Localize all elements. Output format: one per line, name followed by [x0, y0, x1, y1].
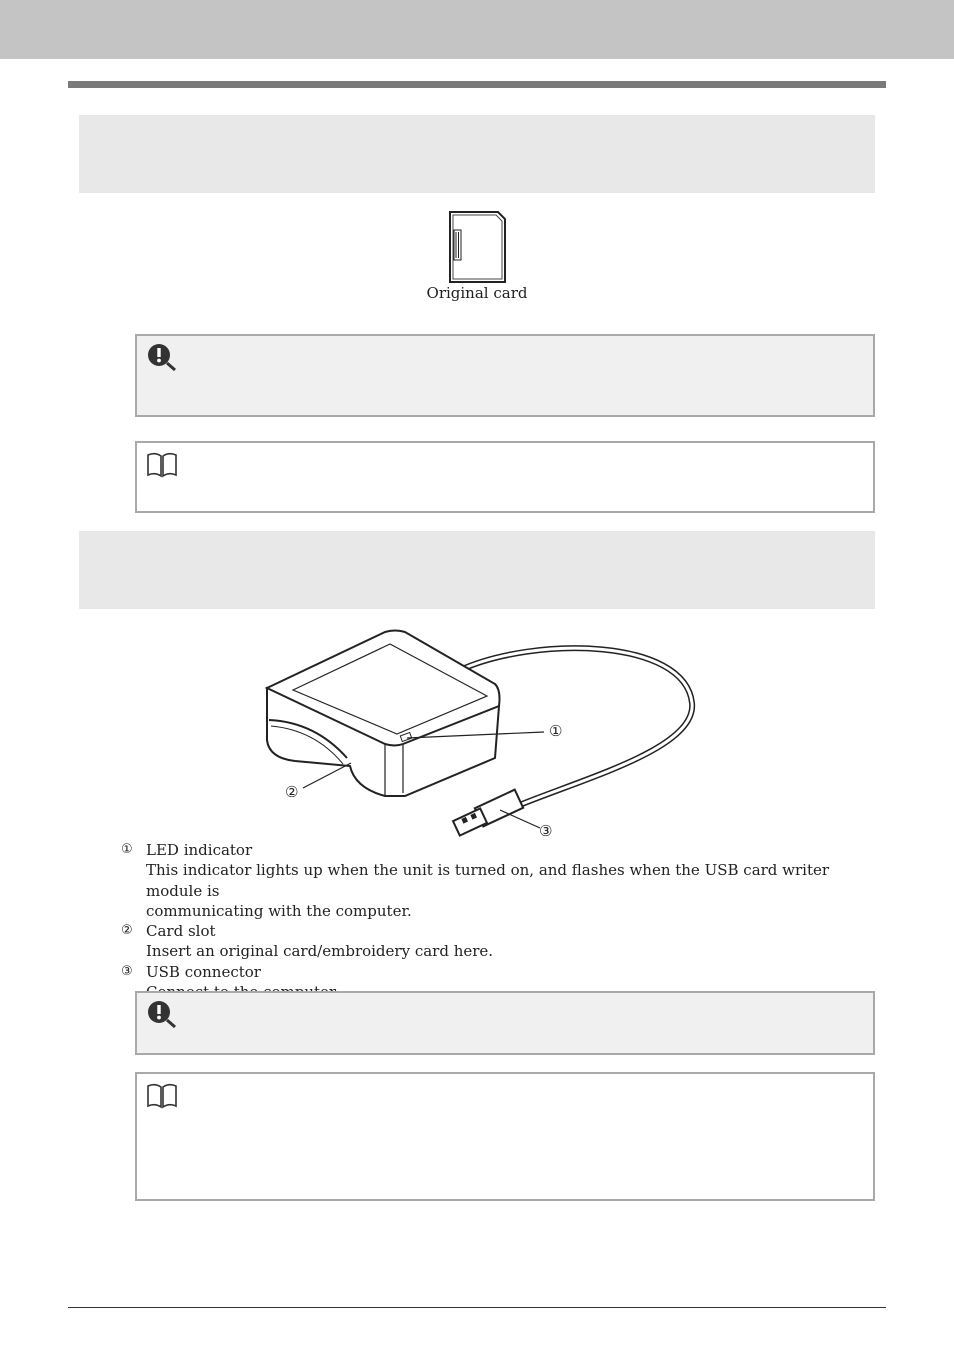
section-heading-band-2	[79, 531, 875, 609]
footer-rule	[68, 1307, 886, 1308]
item-number: ②	[121, 923, 133, 939]
original-card-caption: Original card	[426, 284, 528, 302]
magnifier-exclamation-icon	[146, 343, 178, 371]
memo-note-box-2	[135, 1072, 875, 1201]
important-note-box-1	[135, 334, 875, 417]
header-band	[0, 0, 954, 59]
open-book-icon	[146, 450, 178, 478]
parts-list-item	[121, 921, 881, 941]
important-note-box-2	[135, 991, 875, 1055]
magnifier-exclamation-icon	[146, 1000, 178, 1028]
parts-list	[121, 840, 881, 1002]
item-number: ③	[121, 963, 133, 979]
callout-card-slot: ②	[285, 783, 299, 801]
usb-card-writer-illustration	[255, 628, 715, 843]
item-title: USB connector	[146, 962, 261, 981]
parts-list-item	[121, 962, 881, 982]
section-heading-band-1	[79, 115, 875, 193]
item-description: communicating with the computer.	[146, 901, 412, 920]
open-book-icon	[146, 1081, 178, 1109]
memo-note-box-1	[135, 441, 875, 513]
item-description: This indicator lights up when the unit is turned on, and flashes when the USB card writer module is	[146, 861, 830, 900]
callout-led-indicator: ①	[549, 722, 563, 740]
item-title: Card slot	[146, 922, 216, 941]
callout-usb-connector: ③	[539, 822, 553, 840]
item-description: Insert an original card/embroidery card here.	[146, 942, 494, 961]
item-number: ①	[121, 842, 133, 857]
parts-list-item	[121, 840, 881, 860]
original-card-illustration	[446, 210, 508, 284]
item-title: LED indicator	[146, 841, 253, 859]
header-rule	[68, 81, 886, 88]
